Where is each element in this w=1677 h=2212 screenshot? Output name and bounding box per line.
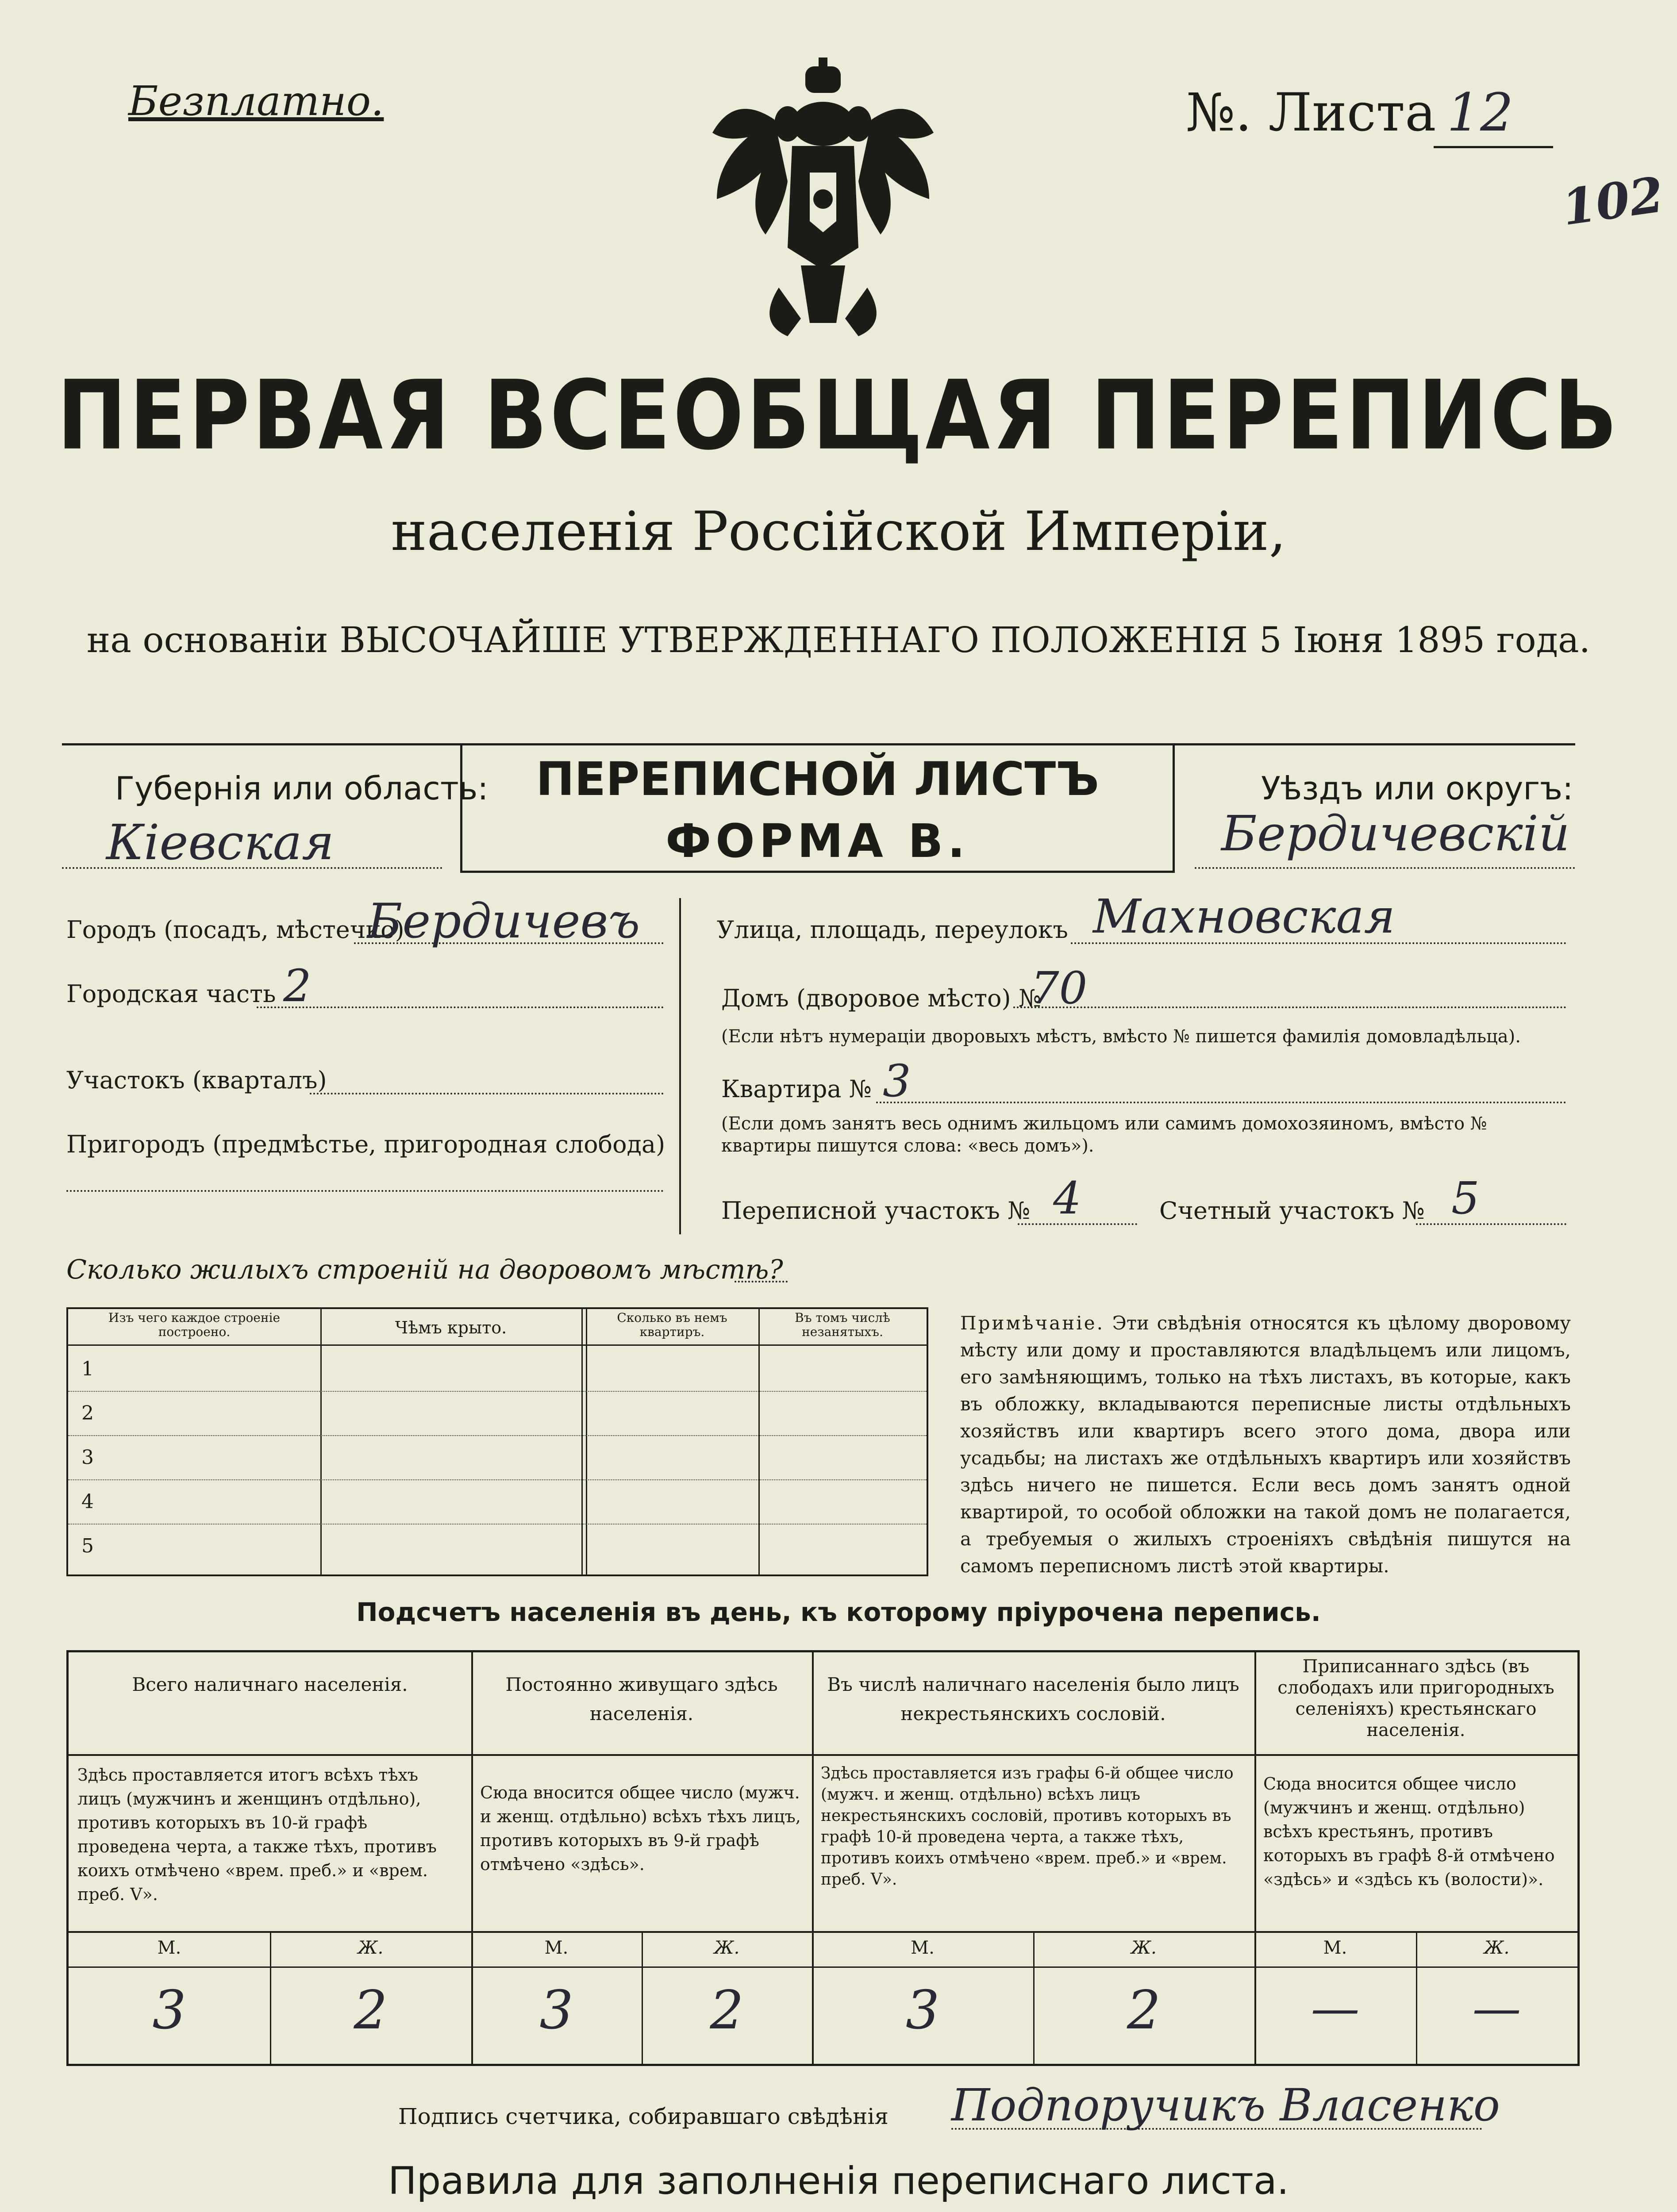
pop-col3-body: Здѣсь проставляется изъ графы 6-й общее число (мужч. и женщ. отдѣльно) всѣхъ лицъ некрестьянскихъ сословій, противъ которыхъ въ графѣ 10-й проведена черта, а также тѣхъ, противъ коихъ отмѣчено «врем. преб.» и «врем. преб. V». — [821, 1764, 1234, 1889]
buildings-col-apartments: Сколько въ немъ квартиръ. — [617, 1310, 727, 1339]
pop-col2-head: Постоянно живущаго здѣсь населенія. — [505, 1674, 778, 1724]
suburb-label: Пригородъ (предмѣстье, пригородная слобода) — [66, 1130, 665, 1158]
free-label: Безплатно. — [128, 77, 384, 125]
buildings-row-3: 3 — [81, 1446, 94, 1469]
pop-col1-m-value: 3 — [152, 1980, 186, 2041]
pop-col1-body: Здѣсь проставляется итогъ всѣхъ тѣхъ лицъ (мужчинъ и женщинъ отдѣльно), противъ которыхъ въ 10-й графѣ проведена черта, а также тѣхъ, противъ коихъ отмѣчено «врем. преб.» и «врем. преб. V». — [77, 1765, 437, 1904]
pop-col2-m-value: 3 — [539, 1980, 573, 2041]
gubernia-label: Губернія или область: — [115, 770, 488, 807]
signature-label: Подпись счетчика, собиравшаго свѣдѣнія — [398, 2104, 889, 2129]
gubernia-value: Кіевская — [106, 814, 335, 871]
uezd-label: Уѣздъ или округъ: — [1261, 770, 1573, 807]
pop-col2-m-label: М. — [544, 1938, 569, 1958]
city-label: Городъ (посадъ, мѣстечко) — [66, 916, 404, 944]
buildings-col-material: Изъ чего каждое строеніе построено. — [108, 1310, 281, 1339]
population-table — [66, 1650, 1580, 2066]
buildings-col-vacant: Въ томъ числѣ незанятыхъ. — [795, 1310, 890, 1339]
census-subtitle: населенія Россійской Имперіи, — [391, 500, 1286, 563]
enumerator-signature: Подпоручикъ Власенко — [951, 2079, 1500, 2131]
uezd-value: Бердичевскій — [1221, 805, 1570, 862]
form-name: ПЕРЕПИСНОЙ ЛИСТЪ — [536, 752, 1099, 806]
pop-col1-f-value: 2 — [354, 1980, 388, 2041]
pop-col4-m-label: М. — [1323, 1938, 1347, 1958]
rules-title: Правила для заполненія переписнаго листа. — [388, 2159, 1289, 2203]
pop-col3-f-label: Ж. — [1131, 1938, 1157, 1958]
house-note: (Если нѣтъ нумераціи дворовыхъ мѣстъ, вмѣсто № пишется фамилія домовладѣльца). — [721, 1026, 1521, 1047]
sheet-label: №. Листа — [1186, 82, 1436, 143]
pop-col4-m-value: — — [1311, 1980, 1360, 2036]
buildings-row-4: 4 — [81, 1490, 94, 1513]
part-value: 2 — [283, 960, 312, 1012]
population-title: Подсчетъ населенія въ день, къ которому пріурочена перепись. — [356, 1597, 1321, 1627]
buildings-row-5: 5 — [81, 1535, 94, 1557]
census-basis: на основаніи ВЫСОЧАЙШЕ УТВЕРЖДЕННАГО ПОЛОЖЕНІЯ 5 Іюня 1895 года. — [86, 619, 1591, 661]
pop-col4-f-label: Ж. — [1484, 1938, 1510, 1958]
part-label: Городская часть — [66, 980, 276, 1008]
pop-col3-m-value: 3 — [905, 1980, 940, 2041]
note-title: Примѣчаніе. — [960, 1312, 1104, 1334]
archive-number: 102 — [1558, 165, 1667, 237]
buildings-note — [960, 1310, 1571, 1579]
city-value: Бердичевъ — [367, 894, 640, 949]
note-text: Эти свѣдѣнія относятся къ цѣлому дворовому мѣсту или дому и проставляются владѣльцемъ или лицомъ, его замѣняющимъ, только на тѣхъ листахъ, въ которые, какъ въ обложку, вкладываются переписные листы отдѣльныхъ хозяйствъ или квартиръ всего этого дома, двора или усадьбы; на листахъ же отдѣльныхъ квартиръ или хозяйствъ здѣсь ничего не пишется. Если весь домъ занятъ одной квартирой, то особой обложки на такой домъ не полагается, а требуемыя о жилыхъ строеніяхъ свѣдѣнія пишутся на самомъ переписномъ листѣ этой квартиры. — [960, 1312, 1571, 1577]
pop-col3-f-value: 2 — [1127, 1980, 1161, 2041]
street-label: Улица, площадь, переулокъ — [717, 916, 1068, 944]
buildings-row-1: 1 — [81, 1358, 94, 1380]
pop-col1-head: Всего наличнаго населенія. — [132, 1674, 408, 1695]
pop-col4-head: Приписаннаго здѣсь (въ слободахъ или пригородныхъ селеніяхъ) крестьянскаго населенія. — [1277, 1656, 1554, 1740]
pop-col2-body: Сюда вносится общее число (мужч. и женщ. отдѣльно) всѣхъ тѣхъ лицъ, противъ которыхъ въ 9-й графѣ отмѣчено «здѣсь». — [480, 1783, 801, 1874]
house-value: 70 — [1031, 962, 1088, 1014]
buildings-question: Сколько жилыхъ строеній на дворовомъ мѣстѣ? — [66, 1254, 783, 1285]
sheet-number: 12 — [1447, 82, 1514, 143]
count-area-label: Счетный участокъ № — [1159, 1197, 1425, 1225]
apartment-note: (Если домъ занятъ весь однимъ жильцомъ или самимъ домохозяиномъ, вмѣсто № квартиры пишутся слова: «весь домъ»). — [721, 1114, 1487, 1156]
buildings-row-2: 2 — [81, 1402, 94, 1425]
census-area-value: 4 — [1053, 1172, 1081, 1224]
street-value: Махновская — [1093, 889, 1395, 944]
district-label: Участокъ (кварталъ) — [66, 1066, 327, 1094]
buildings-table — [66, 1307, 928, 1576]
buildings-col-roof: Чѣмъ крыто. — [395, 1318, 507, 1337]
census-area-label: Переписной участокъ № — [721, 1197, 1031, 1225]
pop-col4-f-value: — — [1472, 1980, 1521, 2036]
pop-col2-f-value: 2 — [710, 1980, 744, 2041]
house-label: Домъ (дворовое мѣсто) № — [721, 984, 1041, 1012]
pop-col3-head: Въ числѣ наличнаго населенія было лицъ некрестьянскихъ сословій. — [827, 1674, 1239, 1724]
pop-col1-f-label: Ж. — [358, 1938, 384, 1958]
count-area-value: 5 — [1451, 1172, 1480, 1224]
pop-col1-m-label: М. — [157, 1938, 181, 1958]
pop-col3-m-label: М. — [911, 1938, 935, 1958]
census-title: ПЕРВАЯ ВСЕОБЩАЯ ПЕРЕПИСЬ — [57, 360, 1620, 472]
double-headed-eagle-emblem — [699, 58, 947, 341]
apartment-label: Квартира № — [721, 1075, 872, 1103]
pop-col2-f-label: Ж. — [714, 1938, 740, 1958]
pop-col4-body: Сюда вносится общее число (мужчинъ и женщ. отдѣльно) всѣхъ крестьянъ, противъ которыхъ въ графѣ 8-й отмѣчено «здѣсь» и «здѣсь къ (волости)». — [1263, 1774, 1555, 1889]
form-code: ФОРМА В. — [665, 814, 969, 868]
apartment-value: 3 — [883, 1055, 911, 1107]
